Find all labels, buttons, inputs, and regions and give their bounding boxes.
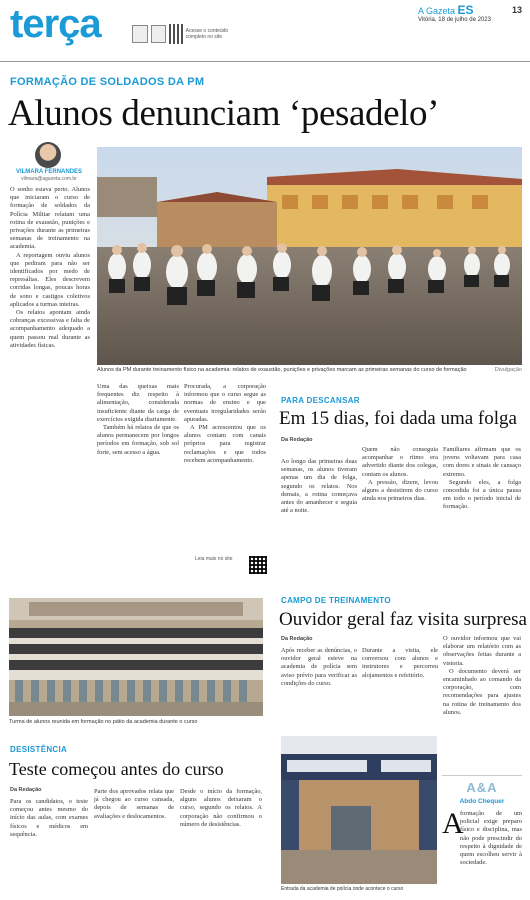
main-photo bbox=[97, 147, 522, 365]
paragraph: Também há relatos de que os alunos permanecem por longos períodos em formação, sob sol forte, sem acesso a água. bbox=[97, 424, 179, 456]
side-story-1-column-1 bbox=[281, 458, 357, 592]
side-story-1-kicker: PARA DESCANSAR bbox=[281, 396, 360, 405]
paragraph: O documento deverá ser encaminhado ao comando da corporação, com recomendações para ajustes na rotina de treinamento dos alunos. bbox=[443, 667, 521, 716]
paragraph: Procurada, a corporação informou que o curso segue as normas de ensino e que eventuais irregularidades serão apuradas. bbox=[184, 383, 266, 423]
paragraph: A reportagem ouviu alunos que pediram para não ser identificados por medo de represálias. Eles descrevem corridas longas, poucas horas de sono e castigos coletivos aplicados a turmas inteiras. bbox=[10, 251, 90, 308]
side-story-1-column-3 bbox=[443, 446, 521, 586]
paragraph: Familiares afirmam que os jovens voltavam para casa com dores e sinais de cansaço extremo. bbox=[443, 446, 521, 478]
group-photo-caption: Turma de alunos reunida em formação no pátio da academia durante o curso bbox=[9, 719, 198, 725]
paper-badge: ES bbox=[457, 3, 474, 17]
caption-text: Alunos da PM durante treinamento físico na academia: relatos de exaustão, punições e privações marcam as primeiras semanas do curso de formação bbox=[97, 367, 467, 373]
column-logo: A&A bbox=[466, 780, 498, 795]
side-story-2-kicker: CAMPO DE TREINAMENTO bbox=[281, 596, 391, 605]
paragraph: Os relatos apontam ainda cobranças excessivas e falta de acompanhamento adequado a quem passou mal durante as atividades físicas. bbox=[10, 309, 90, 349]
side-story-3-kicker: DESISTÊNCIA bbox=[10, 745, 68, 754]
main-headline: Alunos denunciam ‘pesadelo’ bbox=[8, 93, 440, 134]
academy-entrance-photo bbox=[281, 736, 437, 884]
paper-name bbox=[418, 3, 474, 17]
side-story-3-headline: Teste começou antes do curso bbox=[9, 759, 224, 779]
paragraph: Após receber as denúncias, o ouvidor geral esteve na academia de polícia sem aviso prévio para verificar as condições do curso. bbox=[281, 647, 357, 687]
side-story-3-column-2 bbox=[94, 788, 174, 896]
promo-box[interactable] bbox=[132, 22, 240, 46]
paragraph: Para os candidatos, o teste começou antes mesmo do início das aulas, com exames físicos e médicos em sequência. bbox=[10, 798, 88, 838]
paragraph: Uma das queixas mais frequentes diz respeito à alimentação, considerada insuficiente diante da carga de exercícios exigida diariamente. bbox=[97, 383, 179, 423]
qr-code-icon bbox=[249, 556, 267, 574]
photo-credit: Divulgação bbox=[494, 367, 522, 373]
paragraph: Quem não conseguia acompanhar o ritmo era advertido diante dos colegas, contam os alunos. bbox=[362, 446, 438, 478]
qr-label: Leia mais no site bbox=[195, 556, 233, 562]
opinion-column bbox=[442, 775, 522, 893]
main-column-2 bbox=[97, 383, 179, 560]
paragraph: Desde o início da formação, alguns alunos deixaram o curso, segundo os relatos. A corporação não confirmou o número de desistências. bbox=[180, 788, 262, 828]
phone-icon bbox=[132, 25, 148, 43]
paragraph: O sonho estava perto. Alunos que iniciaram o curso de formação de soldados da Polícia Militar relatam uma rotina de exaustão, punições e privações durante as primeiras semanas de treinamento na academia. bbox=[10, 186, 90, 251]
edition-date: Vitória, 18 de julho de 2023 bbox=[418, 17, 491, 23]
paragraph: Ao longo das primeiras duas semanas, os alunos tiveram apenas um dia de folga, segundo os relatos. Nos demais, a rotina começava antes do amanhecer e seguia até a noite. bbox=[281, 458, 357, 515]
author-block bbox=[10, 142, 88, 182]
author-name: VILMARA FERNANDES bbox=[15, 169, 83, 175]
side-story-1-byline: Da Redação bbox=[281, 437, 313, 443]
side-story-2-byline: Da Redação bbox=[281, 636, 313, 642]
section-title: terça bbox=[10, 2, 101, 46]
side-story-1-headline: Em 15 dias, foi dada uma folga bbox=[279, 408, 517, 429]
columnist-name: Abdo Chequer bbox=[459, 798, 505, 805]
paragraph: A pressão, dizem, levou alguns a desistirem do curso ainda nos primeiros dias. bbox=[362, 478, 438, 503]
paragraph: Parte dos aprovados relata que já chegou ao curso cansada, depois de semanas de avaliações e deslocamentos. bbox=[94, 788, 174, 820]
read-more-qr[interactable] bbox=[195, 556, 267, 576]
paragraph: Durante a visita, ele conversou com alunos e instrutores e percorreu alojamentos e refeitório. bbox=[362, 647, 438, 679]
side-story-3-column-1 bbox=[10, 798, 88, 896]
side-story-2-column-3 bbox=[443, 635, 521, 763]
tablet-icon bbox=[151, 25, 167, 43]
qr-code-icon bbox=[169, 24, 183, 44]
main-column-1 bbox=[10, 186, 90, 586]
side-story-3-byline: Da Redação bbox=[10, 787, 42, 793]
paragraph: O ouvidor informou que vai elaborar um relatório com as observações feitas durante a vistoria. bbox=[443, 635, 521, 667]
masthead bbox=[0, 0, 530, 62]
academy-photo-caption: Entrada da academia de polícia onde acontece o curso bbox=[281, 886, 404, 892]
main-photo-caption bbox=[97, 367, 522, 374]
paper-name-text: A Gazeta bbox=[418, 6, 456, 16]
main-column-3 bbox=[184, 383, 266, 551]
column-text: formação de um policial exige preparo físico e disciplina, mas não pode prescindir do respeito à dignidade de quem escolheu servir à sociedade. bbox=[460, 810, 522, 867]
side-story-2-column-2 bbox=[362, 647, 438, 731]
author-avatar bbox=[35, 142, 61, 168]
main-kicker: FORMAÇÃO DE SOLDADOS DA PM bbox=[10, 76, 205, 88]
paragraph: Segundo eles, a folga concedida foi a única pausa em todo o período inicial de formação. bbox=[443, 478, 521, 511]
paragraph: A PM acrescentou que os alunos contam com canais próprios para registrar reclamações e que todos recebem acompanhamento. bbox=[184, 424, 266, 464]
side-story-2-column-1 bbox=[281, 647, 357, 725]
side-story-3-column-3 bbox=[180, 788, 262, 896]
author-email[interactable]: vilmara@agazeta.com.br bbox=[21, 176, 77, 182]
side-story-2-headline: Ouvidor geral faz visita surpresa bbox=[279, 609, 527, 630]
promo-text: Acesse o conteúdo completo no site bbox=[185, 28, 229, 40]
group-photo bbox=[9, 598, 263, 716]
page-number: 13 bbox=[511, 5, 522, 15]
side-story-1-column-2 bbox=[362, 446, 438, 591]
drop-cap: A bbox=[442, 807, 464, 840]
